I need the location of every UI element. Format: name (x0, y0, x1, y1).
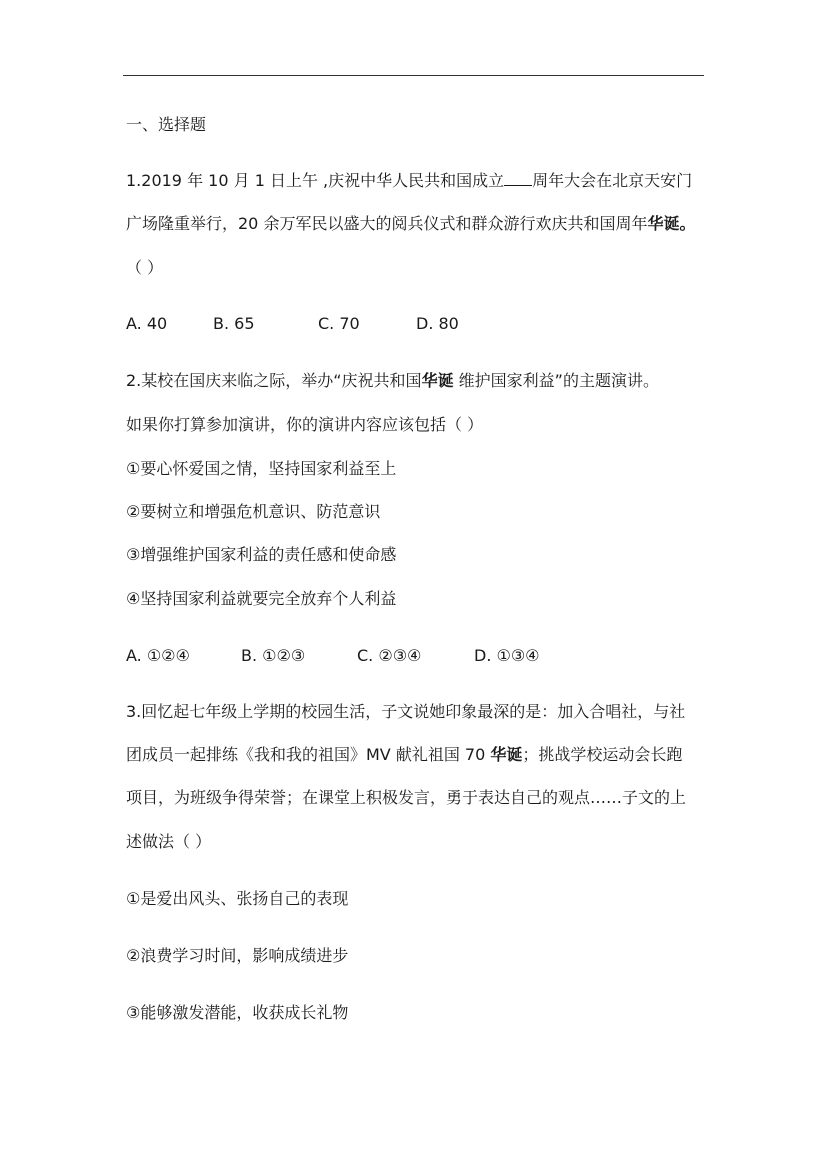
q1-stem-bold: 华诞。 (647, 214, 696, 233)
q3-item-2: ②浪费学习时间，影响成绩进步 (126, 946, 349, 965)
q1-option-b: B. 65 (213, 314, 255, 333)
q3-item-3: ③能够激发潜能，收获成长礼物 (126, 1003, 349, 1022)
q1-stem-line-1 (126, 171, 692, 191)
q2-item-1: ①要心怀爱国之情，坚持国家利益至上 (126, 459, 397, 478)
q3-stem-line-4: 述做法（ ） (126, 832, 212, 851)
q2-stem-line-2: 如果你打算参加演讲，你的演讲内容应该包括（ ） (126, 415, 484, 434)
q2-option-c: C. ②③④ (357, 646, 422, 665)
q3-stem-line-2 (126, 745, 682, 765)
q2-stem-text-a: 2.某校在国庆来临之际，举办“庆祝共和国 (126, 371, 422, 390)
q3-stem-text-b: ；挑战学校运动会长跑 (522, 745, 683, 764)
q3-stem-text-a: 团成员一起排练《我和我的祖国》MV 献礼祖国 70 (126, 745, 491, 764)
q1-stem-line-2 (126, 214, 695, 234)
q2-option-d: D. ①③④ (474, 646, 540, 665)
section-title: 一、选择题 (126, 115, 207, 134)
q2-option-a: A. ①②④ (126, 646, 190, 665)
q1-answer-paren: （ ） (126, 258, 164, 277)
q1-option-c: C. 70 (318, 314, 360, 333)
q3-stem-bold: 华诞 (490, 745, 523, 764)
q3-stem-line-1: 3.回忆起七年级上学期的校园生活，子文说她印象最深的是：加入合唱社，与社 (126, 702, 686, 721)
q2-stem-line-1 (126, 371, 659, 391)
header-rule (123, 75, 704, 76)
q1-stem-text-a: 1.2019 年 10 月 1 日上午 ,庆祝中华人民共和国成立 (126, 171, 505, 190)
q2-option-b: B. ①②③ (241, 646, 306, 665)
q1-option-a: A. 40 (126, 314, 168, 333)
q2-stem-bold: 华诞 (421, 371, 454, 390)
q2-item-2: ②要树立和增强危机意识、防范意识 (126, 502, 381, 521)
q2-item-3: ③增强维护国家利益的责任感和使命感 (126, 545, 397, 564)
q3-stem-line-3: 项目，为班级争得荣誉；在课堂上积极发言，勇于表达自己的观点……子文的上 (126, 788, 687, 807)
q1-option-d: D. 80 (416, 314, 459, 333)
q1-answer-blank (504, 171, 532, 186)
q2-item-4: ④坚持国家利益就要完全放弃个人利益 (126, 589, 397, 608)
q1-stem-text-c: 广场隆重举行，20 余万军民以盛大的阅兵仪式和群众游行欢庆共和国周年 (126, 214, 648, 233)
q1-stem-text-b: 周年大会在北京天安门 (532, 171, 693, 190)
q3-item-1: ①是爱出风头、张扬自己的表现 (126, 889, 349, 908)
q2-stem-text-b: 维护国家利益”的主题演讲。 (453, 371, 659, 390)
